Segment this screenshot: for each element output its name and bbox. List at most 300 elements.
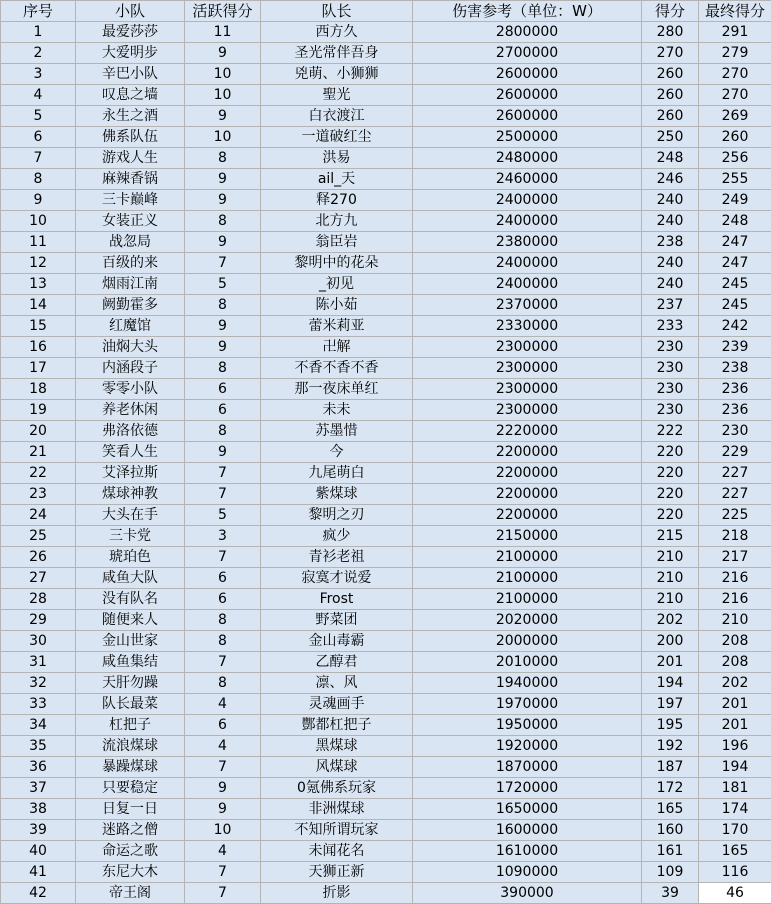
final-score-cell[interactable]: 208 <box>699 631 771 652</box>
captain-cell[interactable]: 那一夜床单红 <box>261 379 413 400</box>
team-cell[interactable]: 战忽局 <box>76 232 185 253</box>
final-score-cell[interactable]: 269 <box>699 106 771 127</box>
captain-cell[interactable]: 蕾米莉亚 <box>261 316 413 337</box>
index-cell[interactable]: 35 <box>1 736 76 757</box>
captain-cell[interactable]: Frost <box>261 589 413 610</box>
damage-cell[interactable]: 2400000 <box>413 211 642 232</box>
final-score-cell[interactable]: 170 <box>699 820 771 841</box>
index-cell[interactable]: 10 <box>1 211 76 232</box>
score-cell[interactable]: 240 <box>642 253 699 274</box>
activity-score-cell[interactable]: 7 <box>185 253 261 274</box>
index-cell[interactable]: 22 <box>1 463 76 484</box>
final-score-cell[interactable]: 229 <box>699 442 771 463</box>
index-cell[interactable]: 34 <box>1 715 76 736</box>
index-cell[interactable]: 27 <box>1 568 76 589</box>
final-score-cell[interactable]: 201 <box>699 694 771 715</box>
final-score-cell[interactable]: 247 <box>699 232 771 253</box>
activity-score-cell[interactable]: 7 <box>185 862 261 883</box>
captain-cell[interactable]: 天狮正新 <box>261 862 413 883</box>
captain-cell[interactable]: 黑煤球 <box>261 736 413 757</box>
activity-score-cell[interactable]: 7 <box>185 652 261 673</box>
captain-cell[interactable]: 非洲煤球 <box>261 799 413 820</box>
index-cell[interactable]: 1 <box>1 22 76 43</box>
activity-score-cell[interactable]: 7 <box>185 547 261 568</box>
activity-score-cell[interactable]: 9 <box>185 799 261 820</box>
team-cell[interactable]: 煤球神教 <box>76 484 185 505</box>
score-cell[interactable]: 197 <box>642 694 699 715</box>
captain-cell[interactable]: 青衫老祖 <box>261 547 413 568</box>
final-score-cell[interactable]: 245 <box>699 295 771 316</box>
score-cell[interactable]: 230 <box>642 337 699 358</box>
final-score-cell[interactable]: 174 <box>699 799 771 820</box>
damage-cell[interactable]: 2300000 <box>413 358 642 379</box>
damage-cell[interactable]: 2200000 <box>413 463 642 484</box>
score-cell[interactable]: 215 <box>642 526 699 547</box>
team-cell[interactable]: 叹息之墙 <box>76 85 185 106</box>
damage-cell[interactable]: 1870000 <box>413 757 642 778</box>
captain-cell[interactable]: ail_天 <box>261 169 413 190</box>
captain-cell[interactable]: 黎明之刃 <box>261 505 413 526</box>
team-cell[interactable]: 养老休闲 <box>76 400 185 421</box>
score-cell[interactable]: 210 <box>642 547 699 568</box>
index-cell[interactable]: 33 <box>1 694 76 715</box>
activity-score-cell[interactable]: 4 <box>185 736 261 757</box>
team-cell[interactable]: 辛巴小队 <box>76 64 185 85</box>
activity-score-cell[interactable]: 6 <box>185 715 261 736</box>
activity-score-cell[interactable]: 8 <box>185 421 261 442</box>
captain-cell[interactable]: 不知所谓玩家 <box>261 820 413 841</box>
team-cell[interactable]: 游戏人生 <box>76 148 185 169</box>
score-cell[interactable]: 192 <box>642 736 699 757</box>
index-cell[interactable]: 40 <box>1 841 76 862</box>
score-cell[interactable]: 201 <box>642 652 699 673</box>
captain-cell[interactable]: 洪易 <box>261 148 413 169</box>
team-cell[interactable]: 队长最菜 <box>76 694 185 715</box>
final-score-cell[interactable]: 227 <box>699 463 771 484</box>
team-cell[interactable]: 日复一日 <box>76 799 185 820</box>
final-score-cell[interactable]: 238 <box>699 358 771 379</box>
activity-score-cell[interactable]: 5 <box>185 505 261 526</box>
damage-cell[interactable]: 2480000 <box>413 148 642 169</box>
damage-cell[interactable]: 2300000 <box>413 379 642 400</box>
score-cell[interactable]: 230 <box>642 400 699 421</box>
captain-cell[interactable]: 释270 <box>261 190 413 211</box>
activity-score-cell[interactable]: 6 <box>185 379 261 400</box>
team-cell[interactable]: 杠把子 <box>76 715 185 736</box>
score-cell[interactable]: 240 <box>642 274 699 295</box>
score-cell[interactable]: 109 <box>642 862 699 883</box>
score-cell[interactable]: 246 <box>642 169 699 190</box>
captain-cell[interactable]: 不香不香不香 <box>261 358 413 379</box>
activity-score-cell[interactable]: 9 <box>185 190 261 211</box>
damage-cell[interactable]: 2300000 <box>413 337 642 358</box>
damage-cell[interactable]: 2150000 <box>413 526 642 547</box>
score-cell[interactable]: 238 <box>642 232 699 253</box>
score-cell[interactable]: 260 <box>642 106 699 127</box>
final-score-cell[interactable]: 116 <box>699 862 771 883</box>
final-score-cell[interactable]: 255 <box>699 169 771 190</box>
score-cell[interactable]: 248 <box>642 148 699 169</box>
team-cell[interactable]: 琥珀色 <box>76 547 185 568</box>
index-cell[interactable]: 7 <box>1 148 76 169</box>
score-cell[interactable]: 240 <box>642 190 699 211</box>
damage-cell[interactable]: 2400000 <box>413 274 642 295</box>
col-header-score[interactable]: 得分 <box>642 1 699 22</box>
index-cell[interactable]: 28 <box>1 589 76 610</box>
damage-cell[interactable]: 1940000 <box>413 673 642 694</box>
team-cell[interactable]: 三卡党 <box>76 526 185 547</box>
team-cell[interactable]: 烟雨江南 <box>76 274 185 295</box>
team-cell[interactable]: 咸鱼集结 <box>76 652 185 673</box>
activity-score-cell[interactable]: 3 <box>185 526 261 547</box>
final-score-cell[interactable]: 291 <box>699 22 771 43</box>
captain-cell[interactable]: 西方久 <box>261 22 413 43</box>
damage-cell[interactable]: 2020000 <box>413 610 642 631</box>
final-score-cell[interactable]: 181 <box>699 778 771 799</box>
final-score-cell[interactable]: 225 <box>699 505 771 526</box>
score-cell[interactable]: 194 <box>642 673 699 694</box>
team-cell[interactable]: 弗洛依德 <box>76 421 185 442</box>
score-cell[interactable]: 250 <box>642 127 699 148</box>
team-cell[interactable]: 零零小队 <box>76 379 185 400</box>
captain-cell[interactable]: 陈小茹 <box>261 295 413 316</box>
damage-cell[interactable]: 1090000 <box>413 862 642 883</box>
activity-score-cell[interactable]: 9 <box>185 106 261 127</box>
activity-score-cell[interactable]: 8 <box>185 610 261 631</box>
score-cell[interactable]: 187 <box>642 757 699 778</box>
captain-cell[interactable]: _初见 <box>261 274 413 295</box>
damage-cell[interactable]: 2000000 <box>413 631 642 652</box>
activity-score-cell[interactable]: 9 <box>185 232 261 253</box>
final-score-cell[interactable]: 227 <box>699 484 771 505</box>
team-cell[interactable]: 流浪煤球 <box>76 736 185 757</box>
activity-score-cell[interactable]: 9 <box>185 169 261 190</box>
damage-cell[interactable]: 2600000 <box>413 64 642 85</box>
captain-cell[interactable]: 兇萌、小狮狮 <box>261 64 413 85</box>
captain-cell[interactable]: 乙醇君 <box>261 652 413 673</box>
team-cell[interactable]: 咸鱼大队 <box>76 568 185 589</box>
index-cell[interactable]: 39 <box>1 820 76 841</box>
index-cell[interactable]: 20 <box>1 421 76 442</box>
final-score-cell[interactable]: 270 <box>699 64 771 85</box>
team-cell[interactable]: 最爱莎莎 <box>76 22 185 43</box>
team-cell[interactable]: 内涵段子 <box>76 358 185 379</box>
captain-cell[interactable]: 0氪佛系玩家 <box>261 778 413 799</box>
score-cell[interactable]: 160 <box>642 820 699 841</box>
index-cell[interactable]: 18 <box>1 379 76 400</box>
index-cell[interactable]: 15 <box>1 316 76 337</box>
index-cell[interactable]: 24 <box>1 505 76 526</box>
activity-score-cell[interactable]: 7 <box>185 484 261 505</box>
final-score-cell[interactable]: 201 <box>699 715 771 736</box>
damage-cell[interactable]: 2460000 <box>413 169 642 190</box>
score-cell[interactable]: 237 <box>642 295 699 316</box>
captain-cell[interactable]: 未闻花名 <box>261 841 413 862</box>
activity-score-cell[interactable]: 6 <box>185 568 261 589</box>
team-cell[interactable]: 大爱明步 <box>76 43 185 64</box>
col-header-damage-reference[interactable]: 伤害参考（单位：W） <box>413 1 642 22</box>
team-cell[interactable]: 油焖大头 <box>76 337 185 358</box>
final-score-cell[interactable]: 236 <box>699 379 771 400</box>
activity-score-cell[interactable]: 7 <box>185 883 261 904</box>
damage-cell[interactable]: 2600000 <box>413 85 642 106</box>
damage-cell[interactable]: 2400000 <box>413 190 642 211</box>
activity-score-cell[interactable]: 10 <box>185 820 261 841</box>
damage-cell[interactable]: 2700000 <box>413 43 642 64</box>
activity-score-cell[interactable]: 10 <box>185 85 261 106</box>
score-cell[interactable]: 260 <box>642 64 699 85</box>
index-cell[interactable]: 31 <box>1 652 76 673</box>
index-cell[interactable]: 17 <box>1 358 76 379</box>
activity-score-cell[interactable]: 9 <box>185 778 261 799</box>
index-cell[interactable]: 42 <box>1 883 76 904</box>
score-cell[interactable]: 230 <box>642 379 699 400</box>
team-cell[interactable]: 阙勤霍多 <box>76 295 185 316</box>
index-cell[interactable]: 2 <box>1 43 76 64</box>
activity-score-cell[interactable]: 9 <box>185 442 261 463</box>
activity-score-cell[interactable]: 6 <box>185 400 261 421</box>
team-cell[interactable]: 永生之酒 <box>76 106 185 127</box>
activity-score-cell[interactable]: 8 <box>185 148 261 169</box>
index-cell[interactable]: 4 <box>1 85 76 106</box>
team-cell[interactable]: 天肝勿躁 <box>76 673 185 694</box>
team-cell[interactable]: 迷路之僧 <box>76 820 185 841</box>
index-cell[interactable]: 37 <box>1 778 76 799</box>
index-cell[interactable]: 36 <box>1 757 76 778</box>
team-cell[interactable]: 女装正义 <box>76 211 185 232</box>
damage-cell[interactable]: 2500000 <box>413 127 642 148</box>
index-cell[interactable]: 38 <box>1 799 76 820</box>
activity-score-cell[interactable]: 8 <box>185 295 261 316</box>
damage-cell[interactable]: 2100000 <box>413 589 642 610</box>
damage-cell[interactable]: 2800000 <box>413 22 642 43</box>
final-score-cell[interactable]: 256 <box>699 148 771 169</box>
final-score-cell[interactable]: 245 <box>699 274 771 295</box>
team-cell[interactable]: 百级的来 <box>76 253 185 274</box>
final-score-cell[interactable]: 260 <box>699 127 771 148</box>
damage-cell[interactable]: 2010000 <box>413 652 642 673</box>
score-cell[interactable]: 240 <box>642 211 699 232</box>
captain-cell[interactable]: 聖光 <box>261 85 413 106</box>
captain-cell[interactable]: 酆都杠把子 <box>261 715 413 736</box>
score-cell[interactable]: 220 <box>642 463 699 484</box>
captain-cell[interactable]: 苏墨惜 <box>261 421 413 442</box>
activity-score-cell[interactable]: 6 <box>185 589 261 610</box>
damage-cell[interactable]: 2100000 <box>413 547 642 568</box>
team-cell[interactable]: 大头在手 <box>76 505 185 526</box>
captain-cell[interactable]: 一道破红尘 <box>261 127 413 148</box>
final-score-cell[interactable]: 216 <box>699 589 771 610</box>
index-cell[interactable]: 8 <box>1 169 76 190</box>
activity-score-cell[interactable]: 7 <box>185 463 261 484</box>
captain-cell[interactable]: 金山毒霸 <box>261 631 413 652</box>
score-cell[interactable]: 220 <box>642 484 699 505</box>
index-cell[interactable]: 41 <box>1 862 76 883</box>
damage-cell[interactable]: 2370000 <box>413 295 642 316</box>
captain-cell[interactable]: 未未 <box>261 400 413 421</box>
damage-cell[interactable]: 1920000 <box>413 736 642 757</box>
final-score-cell[interactable]: 239 <box>699 337 771 358</box>
index-cell[interactable]: 16 <box>1 337 76 358</box>
damage-cell[interactable]: 2200000 <box>413 442 642 463</box>
index-cell[interactable]: 13 <box>1 274 76 295</box>
final-score-cell[interactable]: 194 <box>699 757 771 778</box>
final-score-cell[interactable]: 279 <box>699 43 771 64</box>
score-cell[interactable]: 195 <box>642 715 699 736</box>
damage-cell[interactable]: 2100000 <box>413 568 642 589</box>
score-cell[interactable]: 172 <box>642 778 699 799</box>
score-cell[interactable]: 210 <box>642 568 699 589</box>
final-score-cell[interactable]: 217 <box>699 547 771 568</box>
score-cell[interactable]: 39 <box>642 883 699 904</box>
final-score-cell[interactable]: 247 <box>699 253 771 274</box>
final-score-cell[interactable]: 270 <box>699 85 771 106</box>
score-cell[interactable]: 270 <box>642 43 699 64</box>
captain-cell[interactable]: 凛、风 <box>261 673 413 694</box>
captain-cell[interactable]: 圣光常伴吾身 <box>261 43 413 64</box>
team-cell[interactable]: 佛系队伍 <box>76 127 185 148</box>
index-cell[interactable]: 32 <box>1 673 76 694</box>
index-cell[interactable]: 12 <box>1 253 76 274</box>
final-score-cell[interactable]: 218 <box>699 526 771 547</box>
final-score-cell[interactable]: 196 <box>699 736 771 757</box>
damage-cell[interactable]: 390000 <box>413 883 642 904</box>
col-header-final-score[interactable]: 最终得分 <box>699 1 771 22</box>
captain-cell[interactable]: 白衣渡江 <box>261 106 413 127</box>
activity-score-cell[interactable]: 8 <box>185 211 261 232</box>
captain-cell[interactable]: 黎明中的花朵 <box>261 253 413 274</box>
final-score-cell[interactable]: 248 <box>699 211 771 232</box>
final-score-cell[interactable]: 210 <box>699 610 771 631</box>
captain-cell[interactable]: 北方九 <box>261 211 413 232</box>
captain-cell[interactable]: 灵魂画手 <box>261 694 413 715</box>
score-cell[interactable]: 220 <box>642 505 699 526</box>
final-score-cell[interactable]: 165 <box>699 841 771 862</box>
final-score-cell[interactable]: 46 <box>699 883 771 904</box>
index-cell[interactable]: 25 <box>1 526 76 547</box>
activity-score-cell[interactable]: 4 <box>185 841 261 862</box>
team-cell[interactable]: 暴躁煤球 <box>76 757 185 778</box>
team-cell[interactable]: 东尼大木 <box>76 862 185 883</box>
score-cell[interactable]: 220 <box>642 442 699 463</box>
team-cell[interactable]: 笑看人生 <box>76 442 185 463</box>
team-cell[interactable]: 没有队名 <box>76 589 185 610</box>
activity-score-cell[interactable]: 5 <box>185 274 261 295</box>
captain-cell[interactable]: 疯少 <box>261 526 413 547</box>
activity-score-cell[interactable]: 9 <box>185 337 261 358</box>
damage-cell[interactable]: 1720000 <box>413 778 642 799</box>
damage-cell[interactable]: 2220000 <box>413 421 642 442</box>
activity-score-cell[interactable]: 10 <box>185 127 261 148</box>
team-cell[interactable]: 金山世家 <box>76 631 185 652</box>
score-cell[interactable]: 230 <box>642 358 699 379</box>
score-cell[interactable]: 233 <box>642 316 699 337</box>
damage-cell[interactable]: 2300000 <box>413 400 642 421</box>
team-cell[interactable]: 帝王阁 <box>76 883 185 904</box>
team-cell[interactable]: 命运之歌 <box>76 841 185 862</box>
score-cell[interactable]: 161 <box>642 841 699 862</box>
damage-cell[interactable]: 1950000 <box>413 715 642 736</box>
activity-score-cell[interactable]: 8 <box>185 673 261 694</box>
activity-score-cell[interactable]: 8 <box>185 358 261 379</box>
captain-cell[interactable]: 风煤球 <box>261 757 413 778</box>
team-cell[interactable]: 麻辣香锅 <box>76 169 185 190</box>
index-cell[interactable]: 30 <box>1 631 76 652</box>
captain-cell[interactable]: 寂寞才说爱 <box>261 568 413 589</box>
score-cell[interactable]: 200 <box>642 631 699 652</box>
col-header-team[interactable]: 小队 <box>76 1 185 22</box>
damage-cell[interactable]: 1970000 <box>413 694 642 715</box>
team-cell[interactable]: 红魔馆 <box>76 316 185 337</box>
activity-score-cell[interactable]: 9 <box>185 316 261 337</box>
captain-cell[interactable]: 今 <box>261 442 413 463</box>
final-score-cell[interactable]: 208 <box>699 652 771 673</box>
activity-score-cell[interactable]: 4 <box>185 694 261 715</box>
score-cell[interactable]: 280 <box>642 22 699 43</box>
final-score-cell[interactable]: 202 <box>699 673 771 694</box>
damage-cell[interactable]: 2200000 <box>413 484 642 505</box>
index-cell[interactable]: 29 <box>1 610 76 631</box>
score-cell[interactable]: 165 <box>642 799 699 820</box>
activity-score-cell[interactable]: 11 <box>185 22 261 43</box>
damage-cell[interactable]: 2400000 <box>413 253 642 274</box>
damage-cell[interactable]: 2200000 <box>413 505 642 526</box>
damage-cell[interactable]: 2600000 <box>413 106 642 127</box>
final-score-cell[interactable]: 230 <box>699 421 771 442</box>
index-cell[interactable]: 14 <box>1 295 76 316</box>
damage-cell[interactable]: 2330000 <box>413 316 642 337</box>
index-cell[interactable]: 5 <box>1 106 76 127</box>
damage-cell[interactable]: 1650000 <box>413 799 642 820</box>
index-cell[interactable]: 9 <box>1 190 76 211</box>
col-header-captain[interactable]: 队长 <box>261 1 413 22</box>
captain-cell[interactable]: 翁臣岩 <box>261 232 413 253</box>
final-score-cell[interactable]: 242 <box>699 316 771 337</box>
activity-score-cell[interactable]: 10 <box>185 64 261 85</box>
index-cell[interactable]: 23 <box>1 484 76 505</box>
score-cell[interactable]: 260 <box>642 85 699 106</box>
index-cell[interactable]: 21 <box>1 442 76 463</box>
team-cell[interactable]: 三卡巅峰 <box>76 190 185 211</box>
team-cell[interactable]: 随便来人 <box>76 610 185 631</box>
damage-cell[interactable]: 2380000 <box>413 232 642 253</box>
activity-score-cell[interactable]: 8 <box>185 631 261 652</box>
damage-cell[interactable]: 1600000 <box>413 820 642 841</box>
score-cell[interactable]: 202 <box>642 610 699 631</box>
index-cell[interactable]: 6 <box>1 127 76 148</box>
score-cell[interactable]: 210 <box>642 589 699 610</box>
index-cell[interactable]: 3 <box>1 64 76 85</box>
index-cell[interactable]: 26 <box>1 547 76 568</box>
captain-cell[interactable]: 紫煤球 <box>261 484 413 505</box>
final-score-cell[interactable]: 216 <box>699 568 771 589</box>
col-header-activity-score[interactable]: 活跃得分 <box>185 1 261 22</box>
team-cell[interactable]: 只要稳定 <box>76 778 185 799</box>
score-cell[interactable]: 222 <box>642 421 699 442</box>
damage-cell[interactable]: 1610000 <box>413 841 642 862</box>
captain-cell[interactable]: 卍解 <box>261 337 413 358</box>
team-cell[interactable]: 艾泽拉斯 <box>76 463 185 484</box>
index-cell[interactable]: 11 <box>1 232 76 253</box>
activity-score-cell[interactable]: 9 <box>185 43 261 64</box>
activity-score-cell[interactable]: 7 <box>185 757 261 778</box>
captain-cell[interactable]: 九尾萌白 <box>261 463 413 484</box>
final-score-cell[interactable]: 236 <box>699 400 771 421</box>
captain-cell[interactable]: 折影 <box>261 883 413 904</box>
index-cell[interactable]: 19 <box>1 400 76 421</box>
col-header-index[interactable]: 序号 <box>1 1 76 22</box>
final-score-cell[interactable]: 249 <box>699 190 771 211</box>
